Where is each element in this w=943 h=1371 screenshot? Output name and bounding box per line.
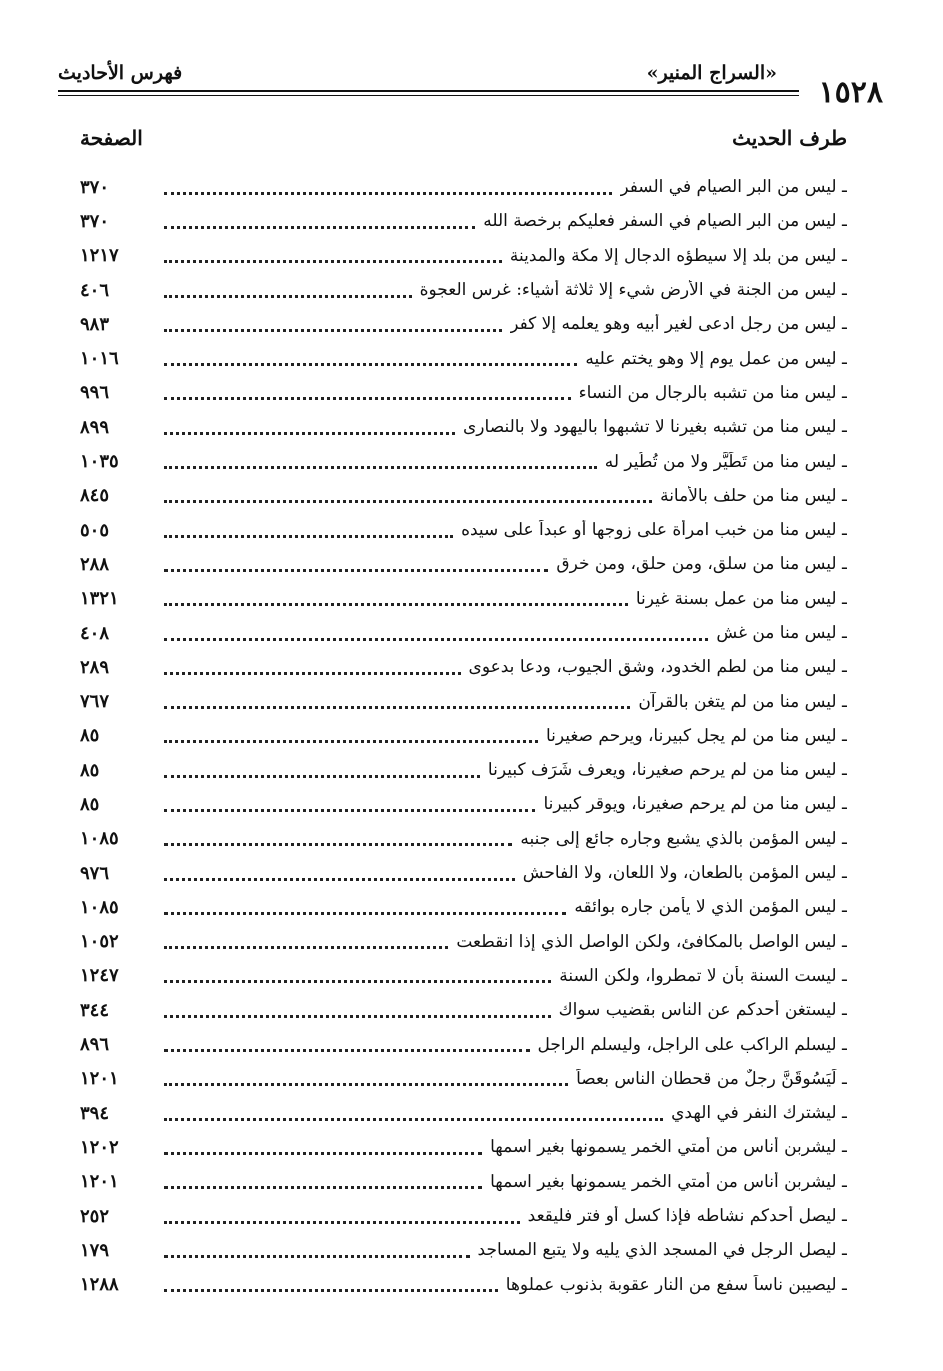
index-entry — [80, 547, 847, 581]
dot-leader — [164, 654, 461, 675]
dot-leader — [164, 208, 475, 229]
entry-hadith-text: ـ لَيَسُوقَنَّ رجلٌ من قحطان الناس بعصاً — [576, 1068, 847, 1089]
entry-hadith-text: ـ ليست السنة بأن لا تمطروا، ولكن السنة — [559, 965, 847, 986]
index-entry — [80, 307, 847, 341]
index-entry — [80, 376, 847, 410]
index-entry — [80, 684, 847, 718]
entry-page-number: ٣٤٤ — [80, 999, 110, 1021]
entry-page-number: ١٧٩ — [80, 1239, 110, 1261]
index-entry — [80, 753, 847, 787]
entry-page-number: ٣٩٤ — [80, 1102, 110, 1124]
index-entry — [80, 822, 847, 856]
running-header — [58, 56, 883, 110]
dot-leader — [164, 482, 652, 503]
entry-hadith-text: ـ ليس منا من عمل بسنة غيرنا — [635, 588, 847, 609]
index-entry — [80, 787, 847, 821]
dot-leader — [164, 688, 630, 709]
entry-page-number: ٨٩٦ — [80, 1034, 110, 1056]
hadith-index-list — [80, 170, 847, 1302]
entry-page-number: ٩٩٦ — [80, 382, 110, 404]
entry-hadith-text: ـ ليس منا من لم يجل كبيرنا، ويرحم صغيرنا — [545, 725, 847, 746]
index-entry — [80, 616, 847, 650]
index-entry — [80, 273, 847, 307]
index-entry — [80, 204, 847, 238]
dot-leader — [164, 791, 535, 812]
dot-leader — [164, 414, 455, 435]
page-column-heading: الصفحة — [80, 126, 143, 150]
dot-leader — [164, 585, 628, 606]
entry-hadith-text: ـ ليس الواصل بالمكافئ، ولكن الواصل الذي إذا انقطعت — [456, 931, 847, 952]
dot-leader — [164, 825, 512, 846]
index-entry — [80, 1268, 847, 1302]
dot-leader — [164, 1065, 568, 1086]
entry-hadith-text: ـ ليس من عمل يوم إلا وهو يختم عليه — [585, 348, 847, 369]
entry-page-number: ٤٠٨ — [80, 622, 110, 644]
entry-hadith-text: ـ ليس منا من سلق، ومن حلق، ومن خرق — [556, 554, 847, 575]
header-rule — [58, 90, 799, 92]
entry-page-number: ٩٧٦ — [80, 862, 110, 884]
dot-leader — [164, 997, 551, 1018]
index-entry — [80, 1062, 847, 1096]
dot-leader — [164, 311, 502, 332]
entry-hadith-text: ـ ليس منا من لطم الخدود، وشق الجيوب، ودعا بدعوى — [468, 657, 847, 678]
entry-hadith-text: ـ ليصل الرجل في المسجد الذي يليه ولا يتبع المساجد — [477, 1240, 847, 1261]
entry-hadith-text: ـ ليس منا من غش — [716, 623, 847, 643]
entry-hadith-text: ـ ليشربن أناس من أمتي الخمر يسمونها بغير اسمها — [490, 1137, 847, 1158]
entry-hadith-text: ـ ليس المؤمن بالذي يشبع وجاره جائع إلى جنبه — [520, 828, 847, 849]
entry-page-number: ٣٧٠ — [80, 176, 110, 198]
entry-hadith-text: ـ ليس منا من تشبه بغيرنا لا تشبهوا باليهود ولا بالنصارى — [463, 417, 847, 438]
dot-leader — [164, 757, 480, 778]
dot-leader — [164, 242, 502, 263]
dot-leader — [164, 894, 566, 915]
dot-leader — [164, 1237, 470, 1258]
index-entry — [80, 959, 847, 993]
entry-hadith-text: ـ ليشربن أناس من أمتي الخمر يسمونها بغير اسمها — [490, 1171, 847, 1192]
dot-leader — [164, 1100, 663, 1121]
entry-page-number: ٩٨٣ — [80, 313, 110, 335]
dot-leader — [164, 517, 453, 538]
entry-page-number: ١٠٣٥ — [80, 451, 119, 473]
entry-hadith-text: ـ ليس منا من لم يرحم صغيرنا، ويعرف شَرَف كبيرنا — [487, 760, 847, 781]
dot-leader — [164, 1271, 498, 1292]
index-entry — [80, 513, 847, 547]
dot-leader — [164, 174, 612, 195]
entry-page-number: ١٢٨٨ — [80, 1274, 119, 1296]
entry-hadith-text: ـ ليس منا من تَطَيَّر ولا من تُطُير له — [604, 451, 847, 472]
entry-hadith-text: ـ ليس منا من لم يرحم صغيرنا، ويوقر كبيرنا — [543, 794, 847, 815]
index-entry — [80, 925, 847, 959]
entry-hadith-text: ـ ليس منا من تشبه بالرجال من النساء — [578, 382, 847, 403]
entry-page-number: ٨٥ — [80, 793, 100, 815]
index-entry — [80, 444, 847, 478]
entry-hadith-text: ـ ليشترك النفر في الهدي — [671, 1103, 847, 1124]
entry-page-number: ١٢١٧ — [80, 245, 119, 267]
entry-page-number: ١٠١٦ — [80, 348, 119, 370]
entry-page-number: ٤٠٦ — [80, 279, 110, 301]
index-entry — [80, 479, 847, 513]
entry-page-number: ٧٦٧ — [80, 691, 110, 713]
entry-page-number: ٣٧٠ — [80, 210, 110, 232]
index-entry — [80, 1165, 847, 1199]
index-entry — [80, 582, 847, 616]
index-entry — [80, 856, 847, 890]
entry-hadith-text: ـ ليسلم الراكب على الراجل، وليسلم الراجل — [537, 1034, 847, 1055]
entry-page-number: ٨٥ — [80, 759, 100, 781]
entry-page-number: ٨٥ — [80, 725, 100, 747]
entry-hadith-text: ـ ليس منا من خبب امرأة على زوجها أو عبداً على سيده — [461, 520, 847, 541]
entry-hadith-text: ـ ليس من البر الصيام في السفر فعليكم برخصة الله — [483, 211, 847, 232]
hadith-column-heading: طرف الحديث — [732, 126, 847, 150]
book-title: «السراج المنير» — [646, 62, 777, 84]
index-title: فهرس الأحاديث — [58, 62, 183, 84]
entry-page-number: ١٢٠٢ — [80, 1136, 119, 1158]
index-entry — [80, 341, 847, 375]
entry-page-number: ٢٥٢ — [80, 1205, 110, 1227]
index-entry — [80, 1199, 847, 1233]
entry-page-number: ١٠٨٥ — [80, 828, 119, 850]
entry-hadith-text: ـ ليس منا من لم يتغن بالقرآن — [638, 691, 847, 712]
entry-page-number: ٨٤٥ — [80, 485, 110, 507]
index-entry — [80, 1233, 847, 1267]
entry-hadith-text: ـ ليصل أحدكم نشاطه فإذا كسل أو فتر فليقعد — [527, 1206, 847, 1227]
dot-leader — [164, 928, 448, 949]
entry-page-number: ٥٠٥ — [80, 519, 110, 541]
entry-page-number: ١٣٢١ — [80, 588, 119, 610]
entry-hadith-text: ـ ليس منا من حلف بالأمانة — [660, 485, 847, 506]
index-entry — [80, 239, 847, 273]
index-entry — [80, 1027, 847, 1061]
entry-page-number: ١٠٥٢ — [80, 931, 119, 953]
entry-hadith-text: ـ ليستغن أحدكم عن الناس بقضيب سواك — [558, 1000, 847, 1021]
dot-leader — [164, 620, 708, 641]
entry-page-number: ٢٨٩ — [80, 656, 110, 678]
dot-leader — [164, 1031, 530, 1052]
page-number: ١٥٢٨ — [818, 75, 883, 110]
dot-leader — [164, 345, 577, 366]
dot-leader — [164, 722, 538, 743]
entry-hadith-text: ـ ليس المؤمن الذي لا يأمن جاره بوائقه — [574, 897, 847, 918]
dot-leader — [164, 1168, 482, 1189]
entry-page-number: ٢٨٨ — [80, 553, 110, 575]
entry-page-number: ١٢٠١ — [80, 1171, 119, 1193]
header-rule — [58, 95, 799, 96]
dot-leader — [164, 448, 597, 469]
dot-leader — [164, 1203, 520, 1224]
index-entry — [80, 1130, 847, 1164]
entry-hadith-text: ـ ليس من بلد إلا سيطؤه الدجال إلا مكة والمدينة — [509, 245, 847, 266]
index-entry — [80, 410, 847, 444]
index-entry — [80, 719, 847, 753]
entry-hadith-text: ـ ليس من الجنة في الأرض شيء إلا ثلاثة أشياء: غرس العجوة — [419, 280, 847, 301]
entry-page-number: ١٢٠١ — [80, 1068, 119, 1090]
entry-page-number: ١٠٨٥ — [80, 896, 119, 918]
entry-hadith-text: ـ ليس من رجل ادعى لغير أبيه وهو يعلمه إلا كفر — [510, 314, 847, 335]
entry-hadith-text: ـ ليس من البر الصيام في السفر — [620, 177, 847, 198]
entry-page-number: ١٢٤٧ — [80, 965, 119, 987]
entry-hadith-text: ـ ليس المؤمن بالطعان، ولا اللعان، ولا الفاحش — [522, 863, 847, 884]
index-entry — [80, 650, 847, 684]
column-headings — [80, 126, 847, 156]
dot-leader — [164, 277, 412, 298]
index-entry — [80, 170, 847, 204]
dot-leader — [164, 379, 571, 400]
dot-leader — [164, 1134, 482, 1155]
index-entry — [80, 1096, 847, 1130]
entry-page-number: ٨٩٩ — [80, 416, 110, 438]
index-entry — [80, 890, 847, 924]
dot-leader — [164, 551, 548, 572]
index-entry — [80, 993, 847, 1027]
entry-hadith-text: ـ ليصيبن ناساً سفع من النار عقوبة بذنوب عملوها — [505, 1274, 847, 1295]
dot-leader — [164, 860, 515, 881]
dot-leader — [164, 962, 551, 983]
